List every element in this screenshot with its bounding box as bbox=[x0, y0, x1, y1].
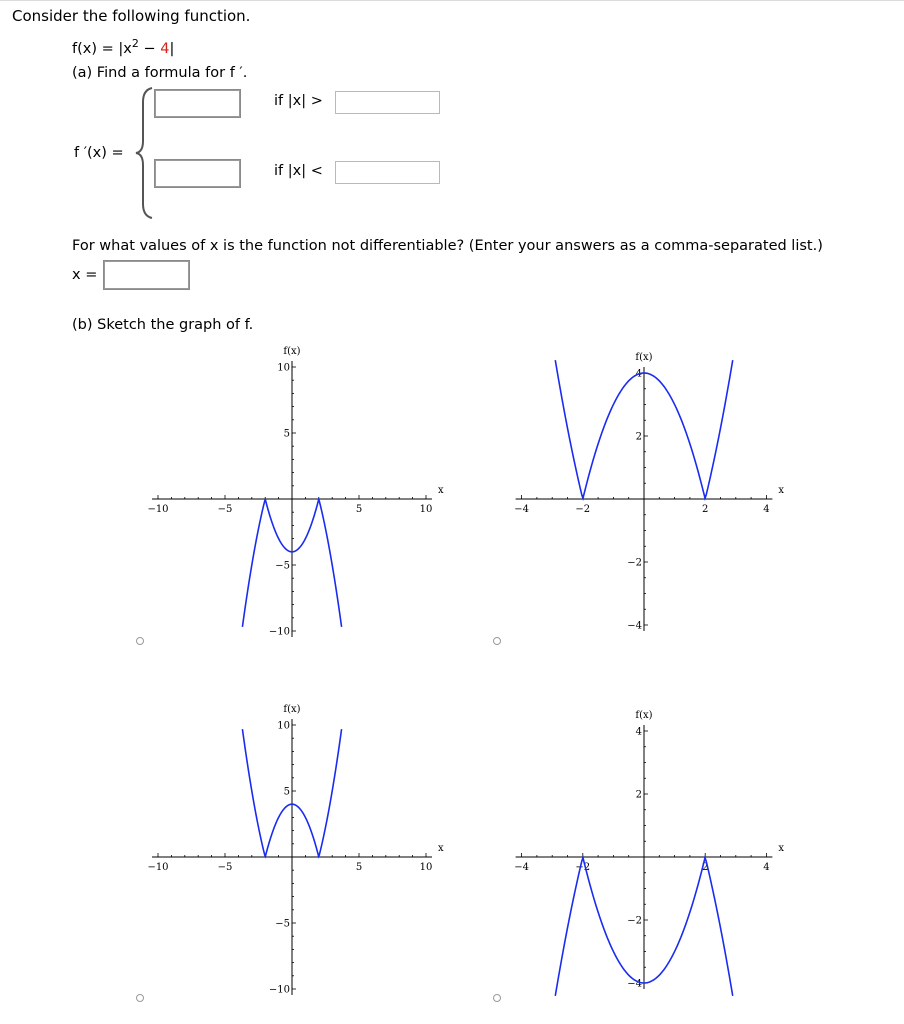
x-tick-label: −10 bbox=[147, 862, 169, 873]
x-tick-label: 4 bbox=[763, 862, 770, 873]
y-tick-label: −4 bbox=[627, 620, 642, 632]
x-tick-label: 4 bbox=[763, 504, 770, 515]
y-tick-label: 10 bbox=[277, 362, 290, 374]
x-tick-label: −4 bbox=[514, 862, 529, 873]
case1-formula-input[interactable] bbox=[154, 89, 241, 118]
y-tick-label: −5 bbox=[275, 918, 290, 930]
x-tick-label: −5 bbox=[217, 504, 233, 515]
graph-option-2[interactable] bbox=[500, 336, 830, 646]
x-axis-label: x bbox=[778, 843, 785, 854]
x-tick-label: 5 bbox=[355, 504, 363, 515]
x-tick-label: −2 bbox=[575, 504, 591, 515]
y-axis-label: f(x) bbox=[283, 704, 301, 715]
y-tick-label: −4 bbox=[627, 978, 642, 990]
graph-option-3[interactable] bbox=[140, 694, 470, 1004]
x-label: x = bbox=[72, 267, 98, 283]
x-tick-label: 10 bbox=[419, 504, 433, 515]
function-definition bbox=[72, 37, 174, 57]
function-minus: − bbox=[138, 40, 161, 57]
y-tick-label: 4 bbox=[635, 368, 642, 380]
y-tick-label: −10 bbox=[268, 626, 290, 638]
y-tick-label: 5 bbox=[283, 428, 290, 440]
part-b-label: (b) Sketch the graph of f. bbox=[72, 317, 254, 333]
x-tick-label: −10 bbox=[147, 504, 169, 515]
case2-bound-input[interactable] bbox=[335, 161, 440, 184]
x-axis-label: x bbox=[778, 485, 785, 496]
function-exponent: 2 bbox=[131, 37, 139, 50]
y-tick-label: −10 bbox=[268, 984, 290, 996]
x-tick-label: 2 bbox=[702, 504, 709, 515]
function-lhs: f(x) = |x bbox=[72, 40, 132, 57]
x-tick-label: 2 bbox=[702, 862, 709, 873]
part-a-label: (a) Find a formula for f ′. bbox=[72, 65, 248, 81]
top-border bbox=[0, 0, 904, 1]
y-tick-label: −2 bbox=[627, 557, 642, 569]
x-tick-label: −5 bbox=[217, 862, 233, 873]
x-tick-label: 5 bbox=[355, 862, 363, 873]
graph-option-4[interactable] bbox=[500, 694, 830, 1004]
function-close: | bbox=[169, 40, 175, 57]
y-tick-label: 4 bbox=[635, 726, 642, 738]
y-tick-label: 10 bbox=[277, 720, 290, 732]
function-constant: 4 bbox=[160, 40, 170, 57]
nondiff-question: For what values of x is the function not differentiable? (Enter your answers as a comma-separated list.) bbox=[72, 238, 823, 254]
y-axis-label: f(x) bbox=[635, 352, 653, 363]
x-tick-label: −4 bbox=[514, 504, 529, 515]
intro-text: Consider the following function. bbox=[12, 7, 251, 25]
case2-formula-input[interactable] bbox=[154, 159, 241, 188]
graph-option-1[interactable] bbox=[140, 336, 470, 646]
fprime-label: f ′(x) = bbox=[74, 145, 124, 161]
case1-bound-input[interactable] bbox=[335, 91, 440, 114]
case2-condition: if |x| < bbox=[274, 163, 323, 179]
y-tick-label: −2 bbox=[627, 915, 642, 927]
x-tick-label: −2 bbox=[575, 862, 591, 873]
x-tick-label: 10 bbox=[419, 862, 433, 873]
x-axis-label: x bbox=[438, 843, 444, 854]
y-tick-label: −5 bbox=[275, 560, 290, 572]
case1-condition: if |x| > bbox=[274, 93, 323, 109]
y-axis-label: f(x) bbox=[283, 346, 301, 357]
y-axis-label: f(x) bbox=[635, 710, 653, 721]
y-tick-label: 2 bbox=[635, 431, 642, 443]
nondiff-answer-input[interactable] bbox=[103, 260, 190, 290]
y-tick-label: 5 bbox=[283, 786, 290, 798]
y-tick-label: 2 bbox=[635, 789, 642, 801]
x-axis-label: x bbox=[438, 485, 444, 496]
